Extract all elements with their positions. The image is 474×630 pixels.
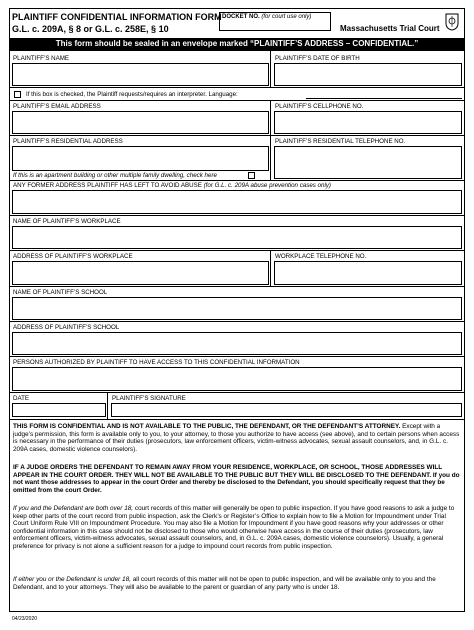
form-subtitle: G.L. c. 209A, § 8 or G.L. c. 258E, § 10 <box>12 24 169 34</box>
workplace-name-field[interactable] <box>12 226 462 249</box>
notice-p4-italic: If either you or the Defendant is under 18, <box>13 576 131 583</box>
divider <box>9 321 465 322</box>
column-divider <box>107 392 108 419</box>
divider <box>9 356 465 357</box>
residential-address-field[interactable] <box>12 146 269 171</box>
interpreter-checkbox[interactable] <box>14 91 21 98</box>
apartment-note: If this is an apartment building or other multiple family dwelling, check here <box>13 172 217 179</box>
authorized-persons-label: PERSONS AUTHORIZED BY PLAINTIFF TO HAVE ACCESS TO THIS CONFIDENTIAL INFORMATION <box>13 359 300 366</box>
column-divider <box>270 135 271 180</box>
divider <box>9 100 465 101</box>
residential-phone-field[interactable] <box>274 146 462 179</box>
school-address-field[interactable] <box>12 332 462 355</box>
notice-p2-bold: IF A JUDGE ORDERS THE DEFENDANT TO REMAIN AWAY FROM YOUR RESIDENCE, WORKPLACE, OR SCHOOL, THOSE ADDRESSES WILL APPEAR IN THE COURT ORDER. THEY WILL NOT BE AVAILABLE TO THE PUBLIC BUT THEY WILL BE DISCLOSED TO THE DEFENDANT. If you do not want those addresses to appear in the court Order and thereby be disclosed to the Defendant, you should specifically request that they be omitted from the court Order. <box>13 464 460 494</box>
workplace-phone-label: WORKPLACE TELEPHONE NO. <box>275 253 367 260</box>
notice-p1-bold: THIS FORM IS CONFIDENTIAL AND IS NOT AVAILABLE TO THE PUBLIC, THE DEFENDANT, OR THE DEFENDANT’S ATTORNEY. <box>13 423 401 430</box>
interpreter-text: If this box is checked, the Plaintiff requests/requires an interpreter. Language: <box>26 91 238 98</box>
notice-p1-text: Except with a judge’s permission, this form is available only to you, to your attorney, to those you authorize to have access (see above), and to certain persons when access is necessary in the performance of their duties (prosecutors, law enforcement officers, victim-witness advocates, sexual assault counselors, and, in G.L. c. 209A cases, domestic violence counselors). <box>13 423 460 453</box>
court-block <box>332 12 464 35</box>
court-name: Massachusetts Trial Court <box>340 24 440 33</box>
notice-p3-italic: If you and the Defendant are both over 18, <box>13 505 134 512</box>
confidentiality-notice <box>13 423 461 453</box>
divider <box>9 250 465 251</box>
plaintiff-name-field[interactable] <box>12 63 269 86</box>
column-divider <box>270 51 271 87</box>
divider <box>9 87 465 88</box>
cellphone-label: PLAINTIFF’S CELLPHONE NO. <box>275 103 364 110</box>
workplace-address-label: ADDRESS OF PLAINTIFF’S WORKPLACE <box>13 253 133 260</box>
docket-number-box[interactable] <box>219 12 331 31</box>
divider <box>9 135 465 136</box>
workplace-address-field[interactable] <box>12 261 269 285</box>
minor-records-notice <box>13 576 461 591</box>
date-label: DATE <box>13 395 30 402</box>
revision-date: 04/23/2020 <box>12 616 38 622</box>
cellphone-field[interactable] <box>274 111 462 134</box>
docket-label: DOCKET NO. <box>222 14 260 20</box>
residential-address-label: PLAINTIFF’S RESIDENTIAL ADDRESS <box>13 138 123 145</box>
divider <box>9 419 465 420</box>
signature-label: PLAINTIFF’S SIGNATURE <box>112 395 186 402</box>
workplace-name-label: NAME OF PLAINTIFF’S WORKPLACE <box>13 218 121 225</box>
email-label: PLAINTIFF’S EMAIL ADDRESS <box>13 103 101 110</box>
column-divider <box>270 100 271 135</box>
docket-note: (for court use only) <box>261 14 312 20</box>
stay-away-notice <box>13 464 461 494</box>
dob-field[interactable] <box>274 63 462 86</box>
residential-phone-label: PLAINTIFF’S RESIDENTIAL TELEPHONE NO. <box>275 138 406 145</box>
divider <box>9 392 465 393</box>
authorized-persons-field[interactable] <box>12 367 462 391</box>
divider <box>9 286 465 287</box>
divider <box>9 180 465 181</box>
confidential-banner: This form should be sealed in an envelope marked “PLAINTIFF’S ADDRESS – CONFIDENTIAL.” <box>9 38 465 51</box>
signature-field[interactable] <box>111 403 462 417</box>
former-address-title: ANY FORMER ADDRESS PLAINTIFF HAS LEFT TO AVOID ABUSE <box>13 182 202 189</box>
notice-p3-text: court records of this matter will generally be open to public inspection. If you have good reasons to ask a judge to keep other parts of the court record from public inspection, ask the Clerk’s or Register’s Office to explain how to file a Motion for Impoundment under Trial Court Uniform Rule VIII on Impoundment Procedure. You may also file a Motion for Impoundment if you have good reasons why your addresses or other confidential information in this case should not be disclosed to those who would otherwise have access in the course of their duties (prosecutors, law enforcement officers, victim-witness advocates, sexual assault counselors, and, in G.L. c. 209A cases, domestic violence counselors). Usually, a general preference for privacy is not alone a sufficient reason for a judge to impound court records from public inspection. <box>13 505 455 550</box>
language-field[interactable] <box>306 98 462 99</box>
workplace-phone-field[interactable] <box>274 261 462 285</box>
school-name-field[interactable] <box>12 297 462 320</box>
commonwealth-seal-icon <box>444 13 460 31</box>
former-address-field[interactable] <box>12 190 462 214</box>
apartment-checkbox[interactable] <box>248 172 255 179</box>
date-field[interactable] <box>12 403 106 417</box>
form-title: PLAINTIFF CONFIDENTIAL INFORMATION FORM <box>12 12 222 22</box>
plaintiff-name-label: PLAINTIFF’S NAME <box>13 55 70 62</box>
adult-records-notice <box>13 505 461 551</box>
school-name-label: NAME OF PLAINTIFF’S SCHOOL <box>13 289 108 296</box>
school-address-label: ADDRESS OF PLAINTIFF’S SCHOOL <box>13 324 120 331</box>
column-divider <box>270 250 271 286</box>
former-address-note: (for G.L. c. 209A abuse prevention cases only) <box>203 182 331 189</box>
former-address-label <box>13 182 331 189</box>
divider <box>9 215 465 216</box>
email-field[interactable] <box>12 111 269 134</box>
dob-label: PLAINTIFF’S DATE OF BIRTH <box>275 55 360 62</box>
notice-p4-text: all court records of this matter will not be open to public inspection, and will be available only to you and the Defendant, and to your attorneys. They will also be available to the parent or guardian of any party who is under 18. <box>13 576 436 591</box>
